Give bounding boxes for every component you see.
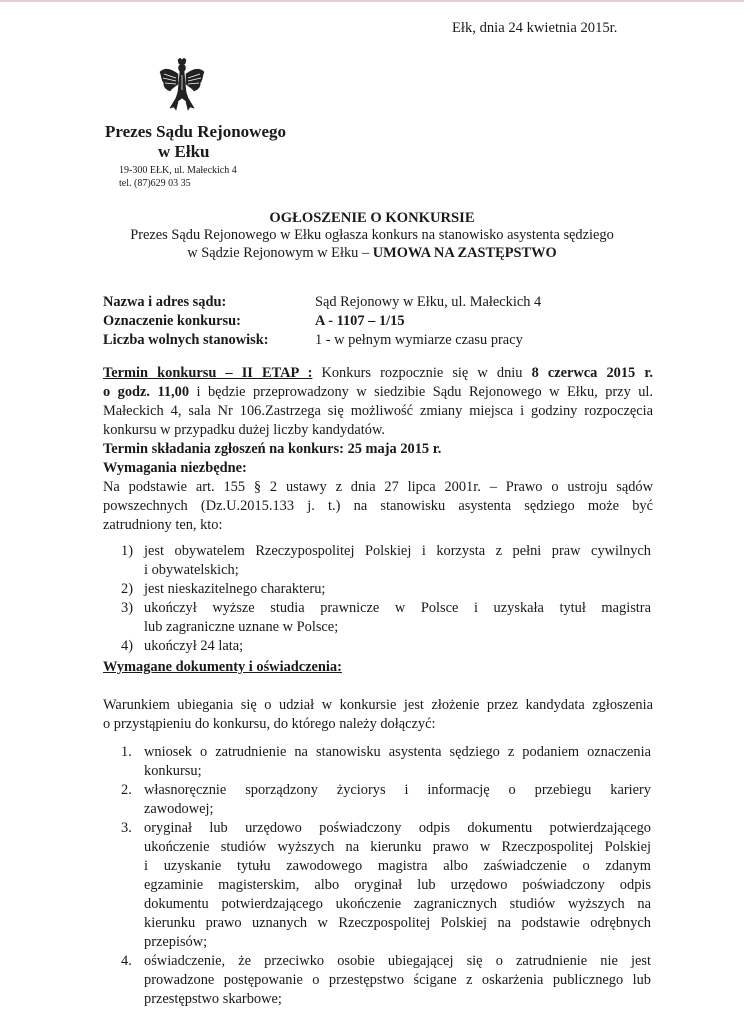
term-start-time: o godz. 11,00 [103,384,190,400]
list-item-text: jest nieskazitelnego charakteru; [144,581,326,597]
court-name: Prezes Sądu Rejonowego [105,122,286,141]
list-item-text: egzaminie magisterskim, albo oryginał lub urzędowo poświadczony odpis [144,877,651,893]
list-item-text: oświadczenie, że przeciwko osobie ubiegającej się o zatrudnienie nie jest [144,953,651,969]
list-item-text: prowadzone postępowanie o przestępstwo ścigane z oskarżenia publicznego lub [144,972,651,988]
list-item-number: 2. [121,782,132,798]
term-line-2 [103,383,653,402]
documents-heading [103,658,342,677]
requirements-line: Na podstawie art. 155 § 2 ustawy z dnia 27 lipca 2001r. – Prawo o ustroju sądów [103,479,653,495]
application-deadline: Termin składania zgłoszeń na konkurs: 25 maja 2015 r. [103,441,442,457]
term-line-1 [103,364,653,383]
documents-intro-line: Warunkiem ubiegania się o udział w konkursie jest złożenie przez kandydata zgłoszenia [103,697,653,713]
announcement-line-1: Prezes Sądu Rejonowego w Ełku ogłasza konkurs na stanowisko asystenta sędziego [130,227,614,243]
list-item-number: 3. [121,820,132,836]
competition-term-section [103,364,653,535]
document-date: Ełk, dnia 24 kwietnia 2015r. [452,20,618,36]
list-item-text: kierunku prawo uznanych w Rzeczpospolitej Polskiej na podstawie odrębnych [144,915,651,931]
list-item-text: zawodowej; [144,801,214,817]
announcement-line-2-text: w Sądzie Rejonowym w Ełku – [187,245,373,261]
list-item-text: oryginał lub urzędowo poświadczony odpis dokumentu potwierdzającego [144,820,651,836]
documents-intro [103,696,653,734]
list-item [121,819,651,952]
list-item-text: własnoręcznie sporządzony życiorys i informację o przebiegu kariery [144,782,651,798]
list-item-number: 4) [121,638,133,654]
requirements-list [121,542,651,656]
competition-id-value: A - 1107 – 1/15 [315,313,405,329]
list-item-text: lub zagraniczne uznane w Polsce; [144,619,339,635]
term-start-text: Konkurs rozpocznie się w dniu [321,365,523,381]
requirements-line: powszechnych (Dz.U.2015.133 j. t.) na stanowisku asystenta sędziego może być [103,498,653,514]
documents-intro-line: o przystąpieniu do konkursu, do którego należy dołączyć: [103,716,436,732]
vacancies-label: Liczba wolnych stanowisk: [103,332,269,348]
list-item [121,542,651,580]
list-item [121,743,651,781]
documents-heading-text: Wymagane dokumenty i oświadczenia: [103,659,342,675]
list-item-text: i uzyskanie tytułu zawodowego magistra albo zaświadczenie o zdanym [144,858,651,874]
announcement-line-2 [0,244,744,263]
list-item-text: wniosek o zatrudnienie na stanowisku asystenta sędziego z podaniem oznaczenia [144,744,651,760]
court-address-label: Nazwa i adres sądu: [103,294,227,310]
list-item [121,637,651,656]
polish-eagle-emblem-icon [158,58,206,114]
term-label: Termin konkursu – II ETAP : [103,365,313,381]
list-item [121,781,651,819]
list-item [121,952,651,1009]
list-item-number: 1) [121,543,133,559]
court-address: 19-300 EŁK, ul. Małeckich 4 [119,165,237,176]
competition-id-label: Oznaczenie konkursu: [103,313,241,329]
list-item-text: przestępstwo skarbowe; [144,991,282,1007]
list-item [121,580,651,599]
term-line-3: Małeckich 4, sala Nr 106.Zastrzega się możliwość zmiany miejsca i godziny rozpoczęcia [103,403,653,419]
court-phone: tel. (87)629 03 35 [119,178,191,189]
list-item-text: ukończenie studiów wyższych na kierunku prawo w Rzeczpospolitej Polskiej [144,839,651,855]
list-item-text: ukończył wyższe studia prawnicze w Polsce i uzyskała tytuł magistra [144,600,651,616]
list-item-number: 3) [121,600,133,616]
list-item-number: 4. [121,953,132,969]
contract-type: UMOWA NA ZASTĘPSTWO [372,245,557,261]
list-item-text: przepisów; [144,934,208,950]
list-item-text: jest obywatelem Rzeczypospolitej Polskiej i korzysta z pełni praw cywilnych [144,543,651,559]
term-line-4: konkursu w przypadku dużej liczby kandydatów. [103,422,386,438]
list-item-text: dokumentu potwierdzającego ukończenie zagranicznych studiów wyższych na [144,896,651,912]
list-item-number: 1. [121,744,132,760]
term-start-date: 8 czerwca 2015 r. [531,365,653,381]
list-item [121,599,651,637]
requirements-line: zatrudniony ten, kto: [103,517,223,533]
documents-list [121,743,651,1009]
list-item-number: 2) [121,581,133,597]
list-item-text: ukończył 24 lata; [144,638,244,654]
list-item-text: i obywatelskich; [144,562,239,578]
term-location-text: i będzie przeprowadzony w siedzibie Sądu Rejonowego w Ełku, przy ul. [196,384,653,400]
announcement-title: OGŁOSZENIE O KONKURSIE [269,210,475,226]
court-address-value: Sąd Rejonowy w Ełku, ul. Małeckich 4 [315,294,542,310]
court-city: w Ełku [158,142,210,161]
list-item-text: konkursu; [144,763,202,779]
vacancies-value: 1 - w pełnym wymiarze czasu pracy [315,332,523,348]
requirements-heading: Wymagania niezbędne: [103,460,247,476]
